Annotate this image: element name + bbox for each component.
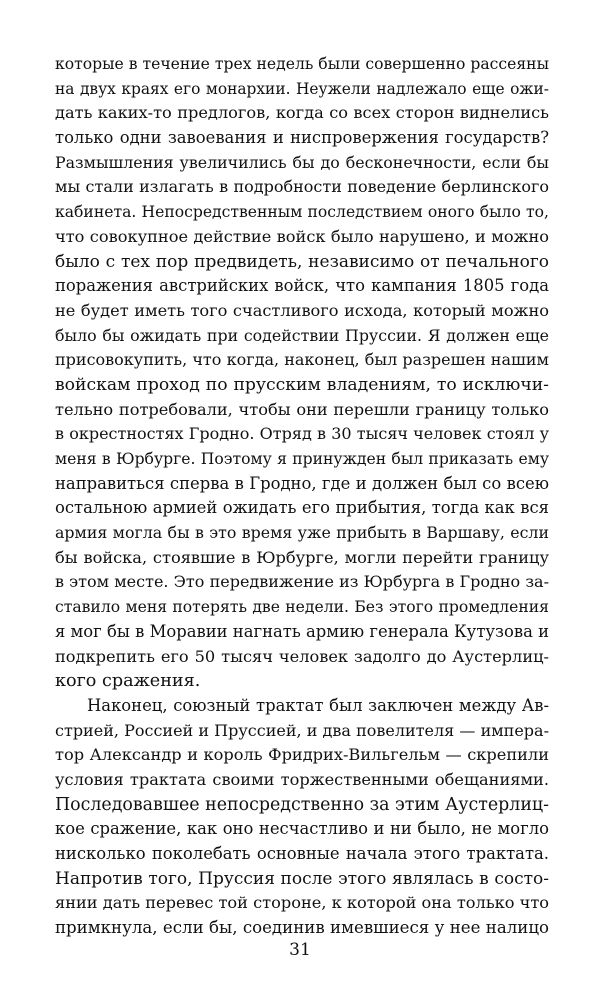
text-line: кабинета. Непосредственным последствием оного было то, [55, 203, 549, 222]
text-line: войскам проход по прусским владениям, то исключи- [55, 374, 549, 395]
text-line: на двух краях его монархии. Неужели надлежало еще ожи- [55, 79, 549, 98]
page-text [55, 52, 549, 941]
text-line: дать каких-то предлогов, когда со всех сторон виднелись [55, 103, 549, 123]
paragraph-1 [55, 52, 549, 694]
text-line: было бы ожидать при содействии Пруссии. Я должен еще [55, 325, 549, 345]
text-line: присовокупить, что когда, наконец, был разрешен нашим [55, 350, 549, 370]
text-line: которые в течение трех недель были совершенно рассеяны [55, 55, 549, 73]
text-line: поражения австрийских войск, что кампания 1805 года [55, 276, 549, 296]
text-line: не будет иметь того счастливого исхода, который можно [55, 300, 549, 320]
text-line: мы стали излагать в подробности поведение берлинского [55, 177, 549, 197]
text-line: армия могла бы в это время уже прибыть в Варшаву, если [55, 523, 549, 543]
text-line: в этом месте. Это передвижение из Юрбурга в Гродно за- [55, 572, 549, 592]
paragraph-2 [55, 694, 549, 941]
text-line: меня в Юрбурге. Поэтому я принужден был приказать ему [55, 450, 549, 468]
text-line: нисколько поколебать основные начала этого трактата. [55, 844, 549, 863]
text-line: остальною армией ожидать его прибытия, тогда как вся [55, 498, 549, 518]
text-line: бы войска, стоявшие в Юрбурге, могли перейти границу [55, 547, 549, 567]
page-number: 31 [289, 940, 311, 960]
text-line: что совокупное действие войск было нарушено, и можно [55, 226, 549, 246]
text-line: Последовавшее непосредственно за этим Аустерлиц- [55, 794, 549, 815]
text-line: Напротив того, Пруссия после этого являлась в состо- [55, 868, 549, 889]
text-line: я мог бы в Моравии нагнать армию генерала Кутузова и [55, 621, 549, 641]
text-line: ставило меня потерять две недели. Без этого промедления [55, 598, 549, 617]
text-line: кое сражение, как оно несчастливо и ни было, не могло [55, 819, 549, 839]
text-line: тельно потребовали, чтобы они перешли границу только [55, 399, 549, 419]
text-line: Размышления увеличились бы до бесконечности, если бы [55, 152, 549, 172]
text-line: только одни завоевания и ниспровержения государств? [55, 128, 549, 148]
text-line: в окрестностях Гродно. Отряд в 30 тысяч человек стоял у [55, 424, 549, 444]
text-line: кого сражения. [55, 671, 201, 692]
text-line: было с тех пор предвидеть, независимо от печального [55, 251, 549, 272]
text-line: тор Александр и король Фридрих-Вильгельм — скрепили [55, 745, 549, 765]
text-line: Наконец, союзный трактат был заключен между Ав- [87, 695, 549, 715]
text-line: подкрепить его 50 тысяч человек задолго до Аустерлиц- [55, 646, 549, 666]
text-line: янии дать перевес той стороне, к которой она только что [55, 893, 550, 913]
text-line: условия трактата своими торжественными обещаниями. [55, 769, 549, 789]
text-line: примкнула, если бы, соединив имевшиеся у нее налицо [55, 918, 549, 938]
text-line: направиться сперва в Гродно, где и должен был со всею [55, 473, 549, 493]
text-line: стрией, Россией и Пруссией, и два повелителя — импера- [55, 720, 549, 740]
